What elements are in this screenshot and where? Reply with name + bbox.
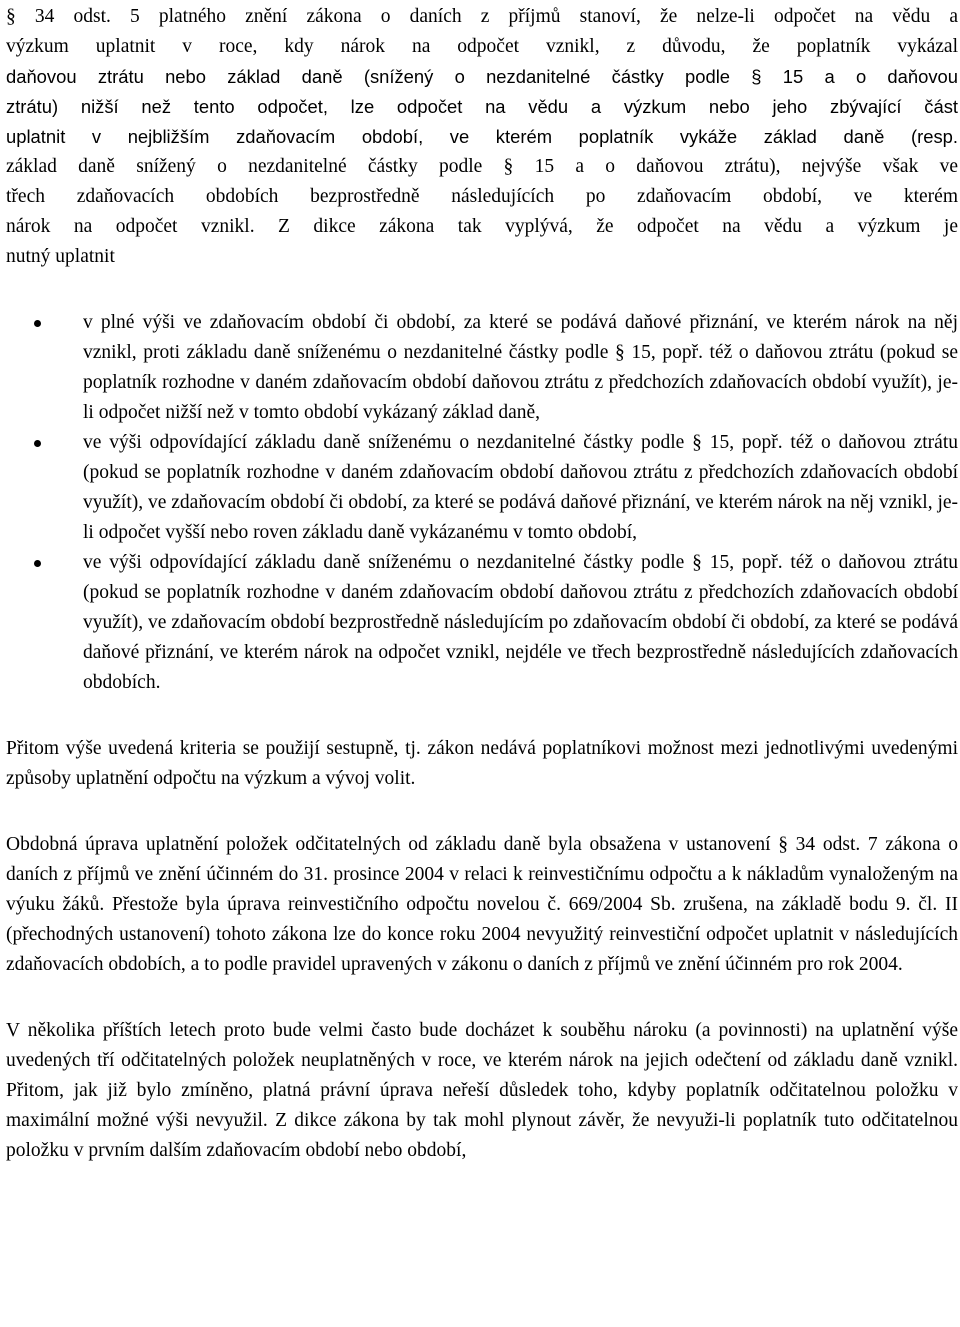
list-item-text: ve výši odpovídající základu daně sníženému o nezdanitelné částky podle § 15, popř. též o daňovou ztrátu (pokud se poplatník rozhodne v daném zdaňovacím období daňovou ztrátu z předchozích zdaňovacích období využít), ve zdaňovacím období či období, za které se podává daňové přiznání, ve kterém nárok na něj vznikl, je-li odpočet vyšší nebo roven základu daně vykázanému v tomto období,: [83, 432, 959, 543]
list-item-text: ve výši odpovídající základu daně sníženému o nezdanitelné částky podle § 15, popř. též o daňovou ztrátu (pokud se poplatník rozhodne v daném zdaňovacím období daňovou ztrátu z předchozích zdaňovacích období využít), ve zdaňovacím období bezprostředně následujícím po zdaňovacím období či období, za které se podává daňové přiznání, ve kterém nárok na odpočet vznikl, nejdéle ve třech bezprostředně následujících zdaňovacích obdobích.: [83, 552, 958, 693]
list-item: [6, 548, 958, 698]
bullet-icon: [34, 320, 41, 327]
list-item: [6, 428, 958, 548]
paragraph-criteria: Přitom výše uvedená kriteria se použijí sestupně, tj. zákon nedává poplatníkovi možnost mezi jednotlivými uvedenými způsoby uplatnění odpočtu na výzkum a vývoj volit.: [6, 738, 958, 789]
intro-line: ztrátu) nižší než tento odpočet, lze odpočet na vědu a výzkum nebo jeho zbývající část: [6, 96, 958, 117]
bullet-icon: [34, 560, 41, 567]
bullet-icon: [34, 440, 41, 447]
intro-paragraph: [6, 2, 958, 272]
intro-line: § 34 odst. 5 platného znění zákona o daních z příjmů stanoví, že nelze-li odpočet na vědu a: [6, 6, 958, 27]
bullet-list: [6, 308, 958, 698]
document-page: [6, 2, 958, 1166]
intro-line: nárok na odpočet vznikl. Z dikce zákona tak vyplývá, že odpočet na vědu a výzkum je: [6, 216, 958, 237]
intro-line: nutný uplatnit: [6, 246, 115, 267]
intro-line: uplatnit v nejbližším zdaňovacím období, ve kterém poplatník vykáže základ daně (resp.: [6, 126, 958, 147]
intro-line: třech zdaňovacích obdobích bezprostředně následujících po zdaňovacím období, ve kterém: [6, 186, 958, 207]
list-item-text: v plné výši ve zdaňovacím období či období, za které se podává daňové přiznání, ve kterém nárok na něj vznikl, proti základu daně sníženému o nezdanitelné částky podle § 15, popř. též o daňovou ztrátu (pokud se poplatník rozhodne v daném zdaňovacím období daňovou ztrátu z předchozích zdaňovacích období využít), je-li odpočet nižší než v tomto období vykázaný základ daně,: [83, 312, 958, 423]
intro-line: daňovou ztrátu nebo základ daně (snížený o nezdanitelné částky podle § 15 a o daňovou: [6, 66, 958, 87]
paragraph-similar-provision: Obdobná úprava uplatnění položek odčitatelných od základu daně byla obsažena v ustanovení § 34 odst. 7 zákona o daních z příjmů ve znění účinném do 31. prosince 2004 v relaci k reinvestičnímu odpočtu a k nákladům vynaloženým na výuku žáků. Přestože byla úprava reinvestičního odpočtu novelou č. 669/2004 Sb. zrušena, na základě bodu 9. čl. II (přechodných ustanovení) tohoto zákona lze do konce roku 2004 nevyužitý reinvestiční odpočet uplatnit v následujících zdaňovacích obdobích, a to podle pravidel upravených v zákonu o daních z příjmů ve znění účinném pro rok 2004.: [6, 834, 958, 975]
intro-line: výzkum uplatnit v roce, kdy nárok na odpočet vznikl, z důvodu, že poplatník vykázal: [6, 36, 958, 57]
intro-line: základ daně snížený o nezdanitelné částky podle § 15 a o daňovou ztrátu), nejvýše však ve: [6, 156, 958, 177]
paragraph-coming-years: V několika příštích letech proto bude velmi často bude docházet k souběhu nároku (a povinnosti) na uplatnění výše uvedených tří odčitatelných položek neuplatněných v roce, ve kterém nárok na jejich odečtení od základu daně vznikl. Přitom, jak již bylo zmíněno, platná právní úprava neřeší důsledek toho, kdyby poplatník odčitatelnou položku v maximální možné výši nevyužil. Z dikce zákona by tak mohl plynout závěr, že nevyuži-li poplatník tuto odčitatelnou položku v prvním dalším zdaňovacím období nebo období,: [6, 1020, 958, 1161]
list-item: [6, 308, 958, 428]
